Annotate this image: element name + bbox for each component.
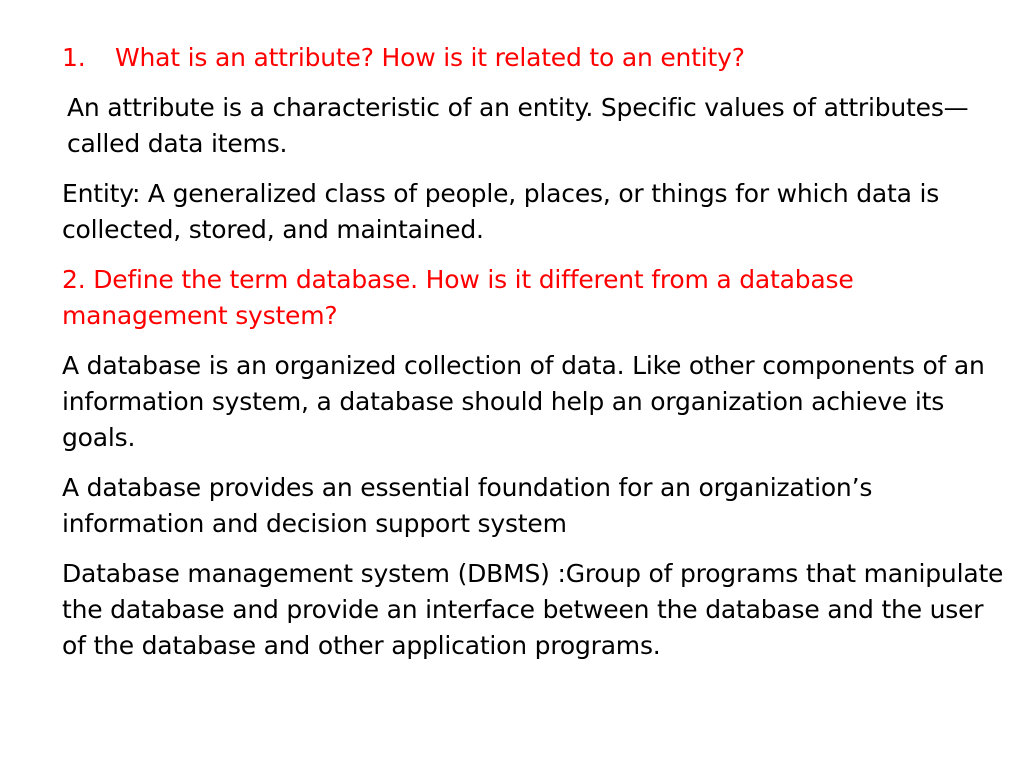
answer-2-dbms-definition: Database management system (DBMS) :Group of programs that manipulate the database and provide an interface between the database and the user of the database and other application programs. xyxy=(62,559,1004,660)
question-1 xyxy=(62,40,1012,76)
slide-body xyxy=(62,40,1012,678)
answer-1-entity-definition: Entity: A generalized class of people, places, or things for which data is collected, stored, and maintained. xyxy=(62,179,940,244)
answer-2-database-foundation: A database provides an essential foundation for an organization’s information and decision support system xyxy=(62,473,873,538)
question-1-text: What is an attribute? How is it related to an entity? xyxy=(115,43,745,72)
question-2: 2. Define the term database. How is it different from a database management system? xyxy=(62,265,854,330)
answer-2-database-definition: A database is an organized collection of data. Like other components of an information system, a database should help an organization achieve its goals. xyxy=(62,351,985,452)
question-1-number: 1. xyxy=(62,43,86,72)
answer-1-attribute-definition: An attribute is a characteristic of an entity. Specific values of attributes—called data items. xyxy=(67,93,969,158)
